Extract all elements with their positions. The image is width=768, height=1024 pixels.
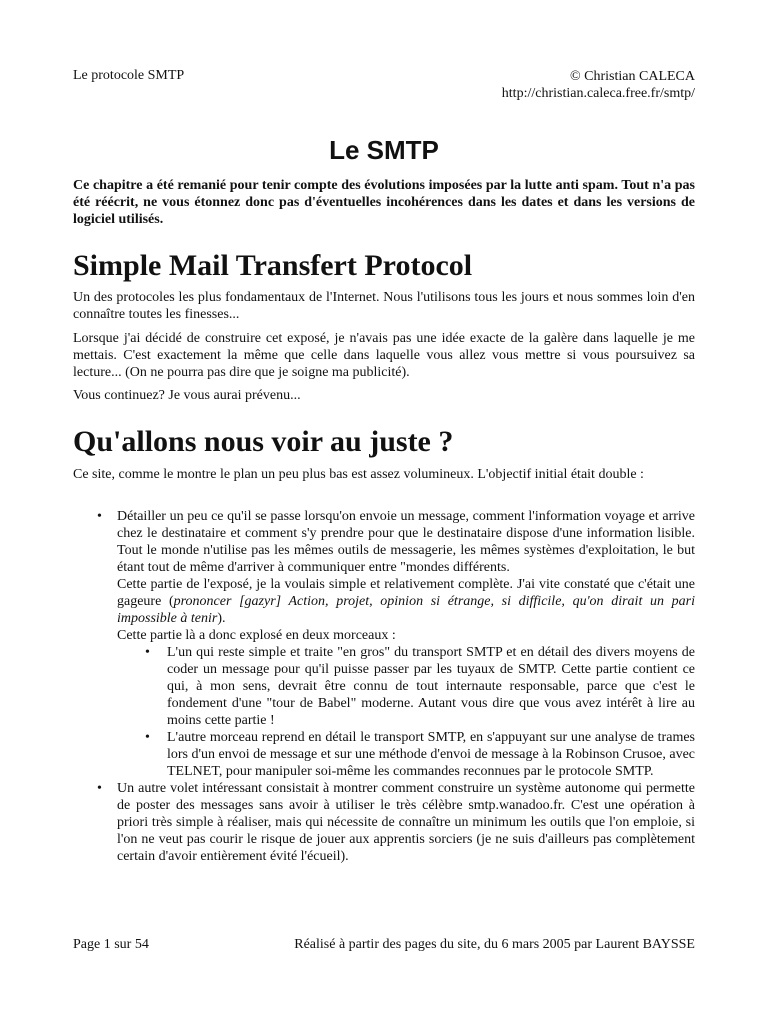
definition-text: prononcer [gazyr] Action, projet, opinion si étrange, si difficile, qu'on dirait un pari impossible à tenir xyxy=(117,594,695,626)
section-heading-smtp: Simple Mail Transfert Protocol xyxy=(73,249,473,282)
list-item xyxy=(97,780,695,865)
bullet-icon: • xyxy=(97,781,102,796)
paragraph: Un des protocoles les plus fondamentaux de l'Internet. Nous l'utilisons tous les jours et nous sommes loin d'en connaître toutes les finesses... xyxy=(73,290,695,322)
list-item-text: Cette partie là a donc explosé en deux morceaux : xyxy=(117,628,396,643)
header-url[interactable]: http://christian.caleca.free.fr/smtp/ xyxy=(501,86,695,101)
sub-list-item xyxy=(145,644,695,729)
header-copyright: © Christian CALECA xyxy=(570,69,695,84)
footer-credit: Réalisé à partir des pages du site, du 6 mars 2005 par Laurent BAYSSE xyxy=(294,937,695,952)
sub-list-item-text: L'autre morceau reprend en détail le transport SMTP, en s'appuyant sur une analyse de trames lors d'un envoi de message et sur une méthode d'envoi de message à la Robinson Crusoe, avec TELNET, pour manipuler soi-même les commandes reconnues par le protocole SMTP. xyxy=(167,730,695,779)
list-item-text: Cette partie de l'exposé, je la voulais simple et relativement complète. J'ai vite constaté que c'était une gageure (prononcer [gazyr] Action, projet, opinion si étrange, si difficile, qu'on dirait un pari impossible à tenir). xyxy=(117,577,695,626)
paragraph: Vous continuez? Je vous aurai prévenu... xyxy=(73,388,301,403)
list-item-text: Détailler un peu ce qu'il se passe lorsqu'on envoie un message, comment l'information voyage et arrive chez le destinataire et comment s'y prendre pour que le destinataire dispose d'une information lisible. Tout le monde n'utilise pas les mêmes outils de messagerie, les mêmes systèmes d'exploitation, le but étant tout de même d'arriver à communiquer entre "mondes différents. xyxy=(117,509,695,575)
intro-note: Ce chapitre a été remanié pour tenir compte des évolutions imposées par la lutte anti spam. Tout n'a pas été réécrit, ne vous étonnez donc pas d'éventuelles incohérences dans les dates et dans les versions de logiciel utilisés. xyxy=(73,178,695,227)
sub-list xyxy=(145,644,695,780)
objectives-list xyxy=(97,508,695,865)
bullet-icon: • xyxy=(97,509,102,524)
list-item-text: Un autre volet intéressant consistait à montrer comment construire un système autonome qui permette de poster des messages sans avoir à utiliser le très célèbre smtp.wanadoo.fr. C'est une opération à priori très simple à réaliser, mais qui nécessite de connaître un minimum les outils que l'on emploie, si l'on ne veut pas courir le risque de jouer aux apprentis sorciers (je ne suis d'ailleurs pas complètement certain d'avoir entièrement évité l'écueil). xyxy=(117,781,695,864)
page-title: Le SMTP xyxy=(329,135,439,165)
header-credit xyxy=(502,68,695,102)
bullet-icon: • xyxy=(145,645,150,660)
header-doc-title: Le protocole SMTP xyxy=(73,68,185,83)
bullet-icon: • xyxy=(145,730,150,745)
list-item xyxy=(97,508,695,780)
sub-list-item xyxy=(145,729,695,780)
section-heading-overview: Qu'allons nous voir au juste ? xyxy=(73,425,454,458)
sub-list-item-text: L'un qui reste simple et traite "en gros" du transport SMTP et en détail des divers moyens de coder un message pour qu'il puisse passer par les tuyaux de SMTP. Cette partie contient ce qui, à mon sens, devrait être connu de tout internaute responsable, parce que c'est le fondement d'une "tour de Babel" moderne. Autant vous dire que vous avez intérêt à lire au moins cette partie ! xyxy=(167,645,695,728)
page-number: Page 1 sur 54 xyxy=(73,937,149,952)
paragraph: Lorsque j'ai décidé de construire cet exposé, je n'avais pas une idée exacte de la galère dans laquelle je me mettais. C'est exactement la même que celle dans laquelle vous allez vous mettre si vous poursuivez sa lecture... (On ne pourra pas dire que je soigne ma publicité). xyxy=(73,331,695,380)
paragraph: Ce site, comme le montre le plan un peu plus bas est assez volumineux. L'objectif initial était double : xyxy=(73,467,644,482)
